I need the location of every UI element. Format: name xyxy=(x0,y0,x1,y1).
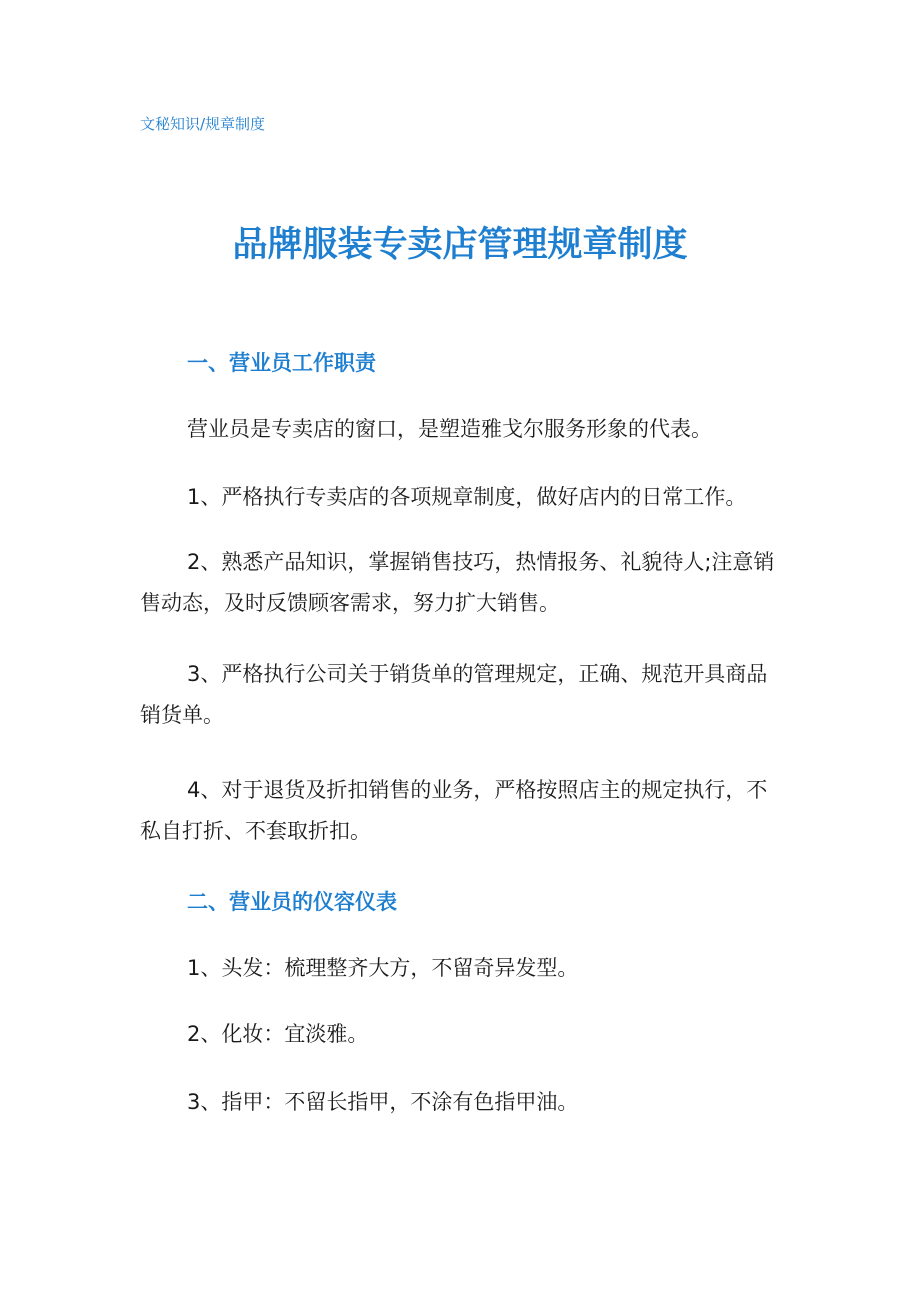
paragraph-appearance-1: 1、头发：梳理整齐大方，不留奇异发型。 xyxy=(187,956,579,980)
paragraph-appearance-2: 2、化妆：宜淡雅。 xyxy=(187,1022,369,1046)
paragraph-intro: 营业员是专卖店的窗口，是塑造雅戈尔服务形象的代表。 xyxy=(187,417,712,441)
document-title: 品牌服装专卖店管理规章制度 xyxy=(232,225,688,265)
section-heading-duties: 一、营业员工作职责 xyxy=(187,351,376,375)
paragraph-duty-2: 2、熟悉产品知识，掌握销售技巧，热情报务、礼貌待人;注意销售动态，及时反馈顾客需求，努力扩大销售。 xyxy=(140,550,775,615)
section-heading-appearance: 二、营业员的仪容仪表 xyxy=(187,890,397,914)
breadcrumb: 文秘知识/规章制度 xyxy=(140,115,266,133)
paragraph-duty-4: 4、对于退货及折扣销售的业务，严格按照店主的规定执行，不私自打折、不套取折扣。 xyxy=(140,778,768,843)
paragraph-duty-1: 1、严格执行专卖店的各项规章制度，做好店内的日常工作。 xyxy=(187,485,747,509)
paragraph-duty-3: 3、严格执行公司关于销货单的管理规定，正确、规范开具商品销货单。 xyxy=(140,662,768,727)
paragraph-appearance-3: 3、指甲：不留长指甲，不涂有色指甲油。 xyxy=(187,1090,579,1114)
